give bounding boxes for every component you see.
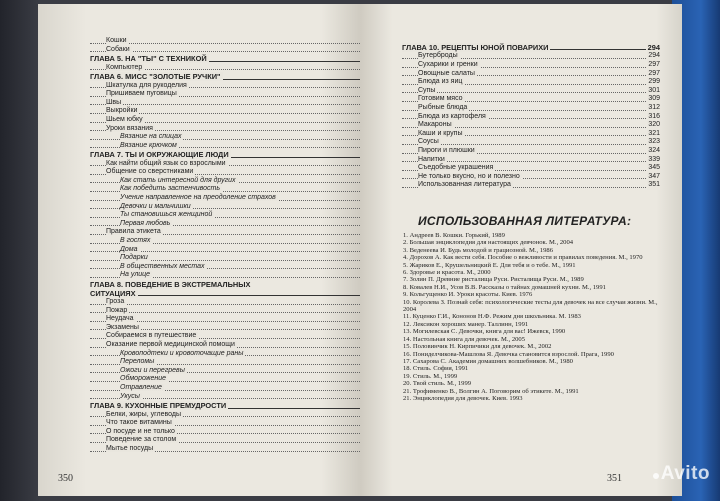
toc-entry	[402, 121, 660, 130]
toc-entry-title: Дома	[120, 245, 138, 253]
toc-entry	[90, 160, 376, 169]
literature-item: 12. Лексикон хороших манер. Таллинн, 1991	[403, 320, 529, 328]
toc-entry	[90, 90, 376, 99]
left-page	[38, 4, 360, 496]
toc-entry-title: Бутерброды	[418, 52, 458, 60]
toc-entry-title: Вязание крючком	[120, 141, 177, 149]
literature-item: 3. Веденеева И. Будь молодой и грациозной. М., 1986	[403, 246, 553, 254]
toc-entry-title: Ожоги и перегревы	[120, 366, 185, 374]
toc-entry-title: Ты становишься женщиной	[120, 211, 213, 219]
toc-entry-title: Обморожение	[120, 375, 167, 383]
toc-entry	[90, 203, 376, 212]
toc-entry	[402, 156, 660, 165]
toc-entry	[90, 298, 376, 307]
book-cover-left	[0, 0, 40, 501]
toc-entry-title: Переломы	[120, 358, 155, 366]
literature-item: 17. Сахарова С. Академия домашних волшебников. М., 1980	[403, 357, 573, 365]
toc-entry	[90, 211, 376, 220]
watermark-text: Avito	[660, 463, 710, 484]
toc-entry-title: На улице	[120, 271, 151, 279]
toc-entry	[90, 246, 376, 255]
toc-entry	[90, 185, 376, 194]
toc-entry	[90, 107, 376, 116]
toc-leader-dots	[90, 312, 362, 313]
literature-item: 8. Ковалев Н.И., Усов В.В. Рассказы о тайнах домашней кухни. М., 1991	[403, 283, 606, 291]
literature-title: ИСПОЛЬЗОВАННАЯ ЛИТЕРАТУРА:	[418, 214, 632, 228]
toc-page-number: 347	[648, 172, 660, 180]
toc-entry-title: Кошки	[106, 37, 127, 44]
toc-leader-dots	[90, 104, 362, 105]
toc-entry-title: Швы	[106, 98, 122, 106]
toc-entry-title: Оказание первой медицинской помощи	[106, 340, 235, 348]
toc-entry-title: ГЛАВА 6. МИСС "ЗОЛОТЫЕ РУЧКИ"	[90, 72, 221, 82]
toc-entry	[90, 419, 376, 428]
toc-entry-title: Отравление	[120, 383, 162, 391]
toc-entry-title: Учение направленное на преодоление страхов	[120, 194, 276, 202]
toc-entry-title: Шкатулка для рукоделия	[106, 81, 187, 89]
literature-item: 18. Стиль. София, 1991	[403, 365, 469, 373]
toc-entry	[90, 133, 376, 142]
literature-item: 1. Андреев В. Кошки. Горький, 1989	[403, 232, 505, 239]
toc-entry-title: Пироги и плюшки	[418, 146, 475, 154]
toc-entry-title: Съедобные украшения	[418, 164, 494, 172]
toc-page-number: 297	[648, 60, 660, 68]
toc-entry-title: Укусы	[120, 392, 140, 400]
toc-entry-title: Использованная литература	[418, 181, 511, 189]
toc-chapter	[90, 72, 376, 81]
avito-logo-icon	[653, 473, 659, 479]
toc-entry	[90, 445, 376, 454]
toc-entry-title: Блюда из картофеля	[418, 112, 486, 120]
toc-entry	[402, 113, 660, 122]
toc-entry-title: Правила этикета	[106, 228, 161, 236]
literature-item: 5. Жариков Е., Крушельницкий Е. Для тебя и о тебе. М., 1991	[403, 261, 576, 269]
toc-leader-dots	[90, 43, 362, 44]
toc-entry-title: Овощные салаты	[418, 69, 475, 77]
toc-page-number: 299	[648, 78, 660, 86]
toc-entry	[90, 271, 376, 280]
toc-entry-title: Шьем юбку	[106, 115, 143, 123]
toc-leader-dots	[402, 92, 646, 93]
toc-page-number: 323	[648, 138, 660, 146]
toc-page-number: 309	[648, 95, 660, 103]
literature-list	[403, 232, 665, 402]
toc-entry	[90, 341, 376, 350]
toc-entry-title: Блюда из яиц	[418, 78, 463, 86]
toc-entry-title: Гроза	[106, 298, 125, 306]
toc-entry-title: Как стать интересной для других	[120, 176, 236, 184]
toc-page-number: 294	[647, 43, 660, 52]
toc-entry-title: О посуде и не только	[106, 427, 175, 435]
toc-entry-title: Девочки и мальчишки	[120, 202, 191, 210]
toc-entry	[402, 173, 660, 182]
literature-item: 4. Дорохов А. Как вести себя. Пособие о вежливости и правилах поведения. М., 1970	[403, 254, 643, 262]
toc-entry-title: Пришиваем пуговицы	[106, 90, 177, 98]
toc-entry-title: Макароны	[418, 121, 452, 129]
literature-item: 21. Трофименко В., Волгин А. Поговорим об этикете. М., 1991	[403, 387, 579, 395]
toc-entry	[90, 411, 376, 420]
toc-entry	[90, 82, 376, 91]
toc-entry-title: Как победить застенчивость	[120, 185, 221, 193]
toc-page-number: 345	[648, 164, 660, 172]
toc-entry	[90, 350, 376, 359]
toc-entry	[90, 332, 376, 341]
toc-entry-title: Экзамены	[106, 323, 139, 331]
literature-item: 2. Большая энциклопедия для настоящих девчонок. М., 2004	[403, 239, 574, 247]
toc-entry	[402, 78, 660, 87]
literature-item: 10. Королева З. Познай себя: психологические тесты для девочек на все случаи жизни. М., 2004	[403, 298, 658, 314]
toc-entry-title: ГЛАВА 9. КУХОННЫЕ ПРЕМУДРОСТИ	[90, 401, 227, 411]
toc-entry-title: Первая любовь	[120, 219, 171, 227]
toc-entry-title: Каши и крупы	[418, 129, 463, 137]
toc-entry	[402, 104, 660, 113]
toc-entry	[402, 138, 660, 147]
toc-entry	[402, 147, 660, 156]
toc-entry-title: Поведение за столом	[106, 436, 177, 444]
toc-entry-title: ГЛАВА 10. РЕЦЕПТЫ ЮНОЙ ПОВАРИХИ	[402, 43, 549, 52]
toc-entry	[90, 64, 376, 73]
right-page	[360, 4, 682, 496]
left-page-number: 350	[58, 473, 73, 484]
literature-item: 13. Могилевская С. Девочки, книга для вас! Ижевск, 1990	[403, 328, 566, 336]
toc-entry	[90, 375, 376, 384]
toc-entry	[90, 194, 376, 203]
right-page-number: 351	[607, 473, 622, 484]
toc-entry-title: ГЛАВА 8. ПОВЕДЕНИЕ В ЭКСТРЕМАЛЬНЫХ СИТУАЦИЯХ	[90, 280, 251, 299]
toc-entry-title: Подарки	[120, 254, 148, 262]
literature-item: 20. Твой стиль. М., 1999	[403, 380, 472, 388]
toc-entry-title: Пожар	[106, 306, 128, 314]
toc-entry-title: В гостях	[120, 237, 151, 245]
toc-entry-title: Неудача	[106, 315, 134, 323]
toc-entry-title: Напитки	[418, 155, 445, 163]
toc-entry-title: ГЛАВА 7. ТЫ И ОКРУЖАЮЩИЕ ЛЮДИ	[90, 150, 229, 160]
toc-entry-title: Выкройки	[106, 107, 138, 115]
toc-entry	[90, 315, 376, 324]
toc-entry-title: Собираемся в путешествие	[106, 332, 197, 340]
toc-entry	[402, 70, 660, 79]
toc-left	[90, 37, 376, 454]
toc-entry-title: Уроки вязания	[106, 124, 153, 132]
toc-entry-title: Общение со сверстниками	[106, 168, 194, 176]
toc-entry-title: Компьютер	[106, 63, 143, 71]
toc-entry	[90, 168, 376, 177]
toc-entry	[402, 95, 660, 104]
toc-entry-title: Белки, жиры, углеводы	[106, 410, 181, 418]
toc-leader-dots	[90, 304, 362, 305]
toc-page-number: 316	[648, 112, 660, 120]
avito-watermark	[653, 463, 710, 485]
toc-chapter	[90, 401, 376, 410]
toc-entry	[402, 164, 660, 173]
toc-entry-title: В общественных местах	[120, 262, 205, 270]
toc-chapter	[90, 54, 376, 63]
toc-entry	[90, 436, 376, 445]
toc-entry-title: ГЛАВА 5. НА "ТЫ" С ТЕХНИКОЙ	[90, 54, 207, 64]
toc-page-number: 297	[648, 69, 660, 77]
toc-entry	[90, 307, 376, 316]
toc-entry	[90, 393, 376, 402]
toc-page-number: 321	[648, 129, 660, 137]
literature-item: 21. Энциклопедия для девочек. Киев. 1993	[403, 394, 523, 402]
literature-item: 16. Пониделчикова-Машлова Я. Девочка становится взрослой. Прага, 1990	[403, 350, 614, 358]
toc-page-number: 312	[648, 103, 660, 111]
toc-entry	[90, 228, 376, 237]
toc-entry	[90, 125, 376, 134]
toc-page-number: 301	[648, 86, 660, 94]
toc-entry	[90, 237, 376, 246]
toc-entry-title: Мытье посуды	[106, 444, 154, 452]
toc-entry	[90, 46, 376, 55]
literature-item: 15. Половинчик Н. Кирпичики для девочек. М., 2002	[403, 343, 552, 351]
literature-item: 11. Куценко Г.И., Кононов Н.Ф. Режим дня школьника. М. 1983	[403, 313, 581, 321]
toc-entry-title: Супы	[418, 86, 436, 94]
toc-page-number: 294	[648, 52, 660, 60]
toc-entry-title: Сухарики и гренки	[418, 60, 478, 68]
toc-entry-title: Собаки	[106, 45, 130, 53]
toc-entry-title: Рыбные блюда	[418, 103, 468, 111]
literature-item: 7. Золин П. Древние ристалища Руси. Ристалища Руси. М., 1989	[403, 276, 584, 284]
toc-entry-title: Не только вкусно, но и полезно	[418, 172, 520, 180]
toc-chapter	[90, 280, 376, 298]
toc-page-number: 324	[648, 146, 660, 154]
literature-item: 14. Настольная книга для девочек. М., 2005	[403, 335, 526, 343]
toc-entry	[402, 61, 660, 70]
toc-entry	[90, 37, 376, 46]
toc-entry-title: Кровоподтеки и кровоточащие раны	[120, 349, 244, 357]
toc-page-number: 339	[648, 155, 660, 163]
literature-item: 19. Стиль. М., 1999	[403, 372, 458, 380]
toc-entry-title: Готовим мясо	[418, 95, 463, 103]
toc-entry-title: Вязание на спицах	[120, 133, 182, 141]
toc-page-number: 320	[648, 121, 660, 129]
toc-right	[402, 43, 660, 190]
toc-entry-title: Что такое витамины	[106, 419, 172, 427]
toc-entry	[90, 384, 376, 393]
literature-item: 6. Здоровье и красота. М., 2000	[403, 269, 491, 277]
toc-entry	[402, 52, 660, 61]
toc-entry	[90, 254, 376, 263]
literature-item: 9. Кольгущенко И. Уроки красоты. Киев. 1976	[403, 291, 533, 299]
toc-chapter	[90, 150, 376, 159]
toc-entry	[402, 181, 660, 190]
toc-entry-title: Как найти общий язык со взрослыми	[106, 159, 226, 167]
toc-entry	[90, 116, 376, 125]
toc-chapter	[402, 43, 660, 52]
toc-page-number: 351	[648, 181, 660, 189]
toc-entry-title: Соусы	[418, 138, 439, 146]
toc-entry	[90, 358, 376, 367]
